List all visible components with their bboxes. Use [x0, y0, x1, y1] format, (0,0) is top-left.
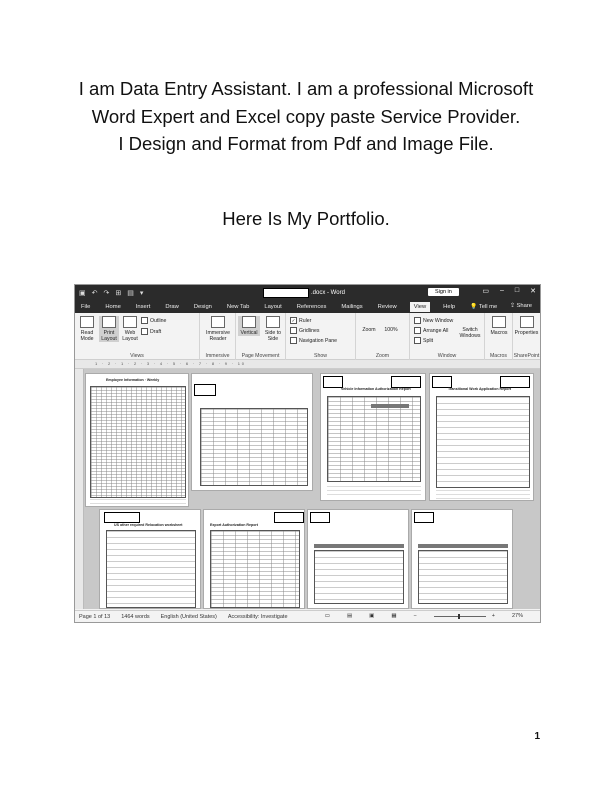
group-sharepoint — [513, 313, 540, 360]
arrange-all-label: Arrange All — [423, 327, 449, 334]
document-title-text: .docx - Word — [311, 290, 345, 296]
word-title-bar — [75, 285, 540, 300]
print-layout-icon — [102, 316, 116, 328]
focus-icon[interactable]: ▭ — [324, 613, 330, 619]
ribbon-view — [75, 313, 540, 360]
read-mode-icon[interactable]: ▤ — [346, 613, 353, 619]
print-layout-icon[interactable]: ▣ — [369, 613, 375, 619]
share-label: Share — [516, 303, 532, 309]
table-icon[interactable]: ⊞ — [115, 289, 122, 297]
split-button[interactable] — [414, 337, 433, 344]
intro-line-3: I Design and Format from Pdf and Image File. — [118, 133, 494, 154]
document-canvas[interactable] — [75, 369, 540, 609]
page-1-table — [90, 386, 186, 498]
arrange-all-button[interactable] — [414, 327, 448, 334]
page-4-form — [436, 396, 530, 488]
group-views — [75, 313, 200, 360]
tell-me-search[interactable] — [470, 304, 497, 310]
maximize-icon[interactable]: □ — [514, 287, 520, 294]
share-button[interactable] — [510, 303, 532, 309]
new-window-label: New Window — [423, 317, 454, 324]
vertical-ruler[interactable] — [75, 369, 84, 609]
navigation-pane-checkbox[interactable] — [290, 337, 337, 344]
page-7-header-band — [314, 544, 404, 548]
sharepoint-group-label: SharePoint — [513, 353, 540, 359]
ribbon-display-icon[interactable]: ▭ — [482, 288, 489, 295]
outline-icon — [141, 317, 148, 324]
tab-home[interactable]: Home — [105, 303, 121, 310]
image-icon[interactable]: ▤ — [127, 289, 134, 297]
show-group-label: Show — [314, 353, 327, 359]
tab-layout[interactable]: Layout — [264, 303, 282, 310]
gridlines-checkbox[interactable] — [290, 327, 319, 334]
vertical-button[interactable] — [238, 316, 260, 336]
group-immersive — [200, 313, 236, 360]
zoom-label: Zoom — [362, 327, 376, 333]
redacted-logo — [194, 384, 216, 396]
window-group-label: Window — [437, 353, 457, 359]
immersive-reader-button[interactable] — [204, 316, 232, 342]
group-window — [410, 313, 485, 360]
group-zoom — [356, 313, 410, 360]
sign-in-button[interactable]: Sign in — [428, 288, 459, 296]
page-7-form — [314, 550, 404, 604]
page-2-table — [200, 408, 308, 486]
ruler-check-icon: ✓ — [291, 318, 296, 323]
page-movement-group-label: Page Movement — [241, 353, 280, 359]
page-3-notes — [327, 486, 421, 498]
side-to-side-label: Side to Side — [264, 330, 282, 342]
page-thumbnail-4[interactable] — [429, 373, 534, 501]
ribbon-tabs — [75, 300, 540, 313]
document-title — [263, 288, 345, 298]
page-5-form — [106, 530, 196, 608]
page-thumbnail-7[interactable] — [307, 509, 409, 609]
portfolio-heading: Here Is My Portfolio. — [222, 208, 390, 229]
page-thumbnail-6[interactable] — [203, 509, 305, 609]
zoom-100-label: 100% — [384, 327, 398, 333]
tab-references[interactable]: References — [296, 303, 327, 310]
read-mode-button[interactable] — [77, 316, 97, 342]
side-to-side-icon — [266, 316, 280, 328]
intro-line-1: I am Data Entry Assistant. I am a professional Microsoft — [78, 78, 534, 99]
views-group-label: Views — [130, 353, 144, 359]
outline-label: Outline — [150, 317, 167, 324]
tab-insert[interactable]: Insert — [135, 303, 151, 310]
page-count[interactable]: Page 1 of 13 — [79, 613, 111, 620]
page-thumbnail-2[interactable] — [191, 373, 313, 491]
draft-icon — [141, 328, 148, 335]
redacted-filename — [263, 288, 309, 298]
horizontal-ruler[interactable] — [75, 360, 540, 369]
zoom-level[interactable]: 27% — [511, 613, 523, 619]
tab-design[interactable]: Design — [193, 303, 212, 310]
print-layout-button[interactable] — [99, 316, 119, 342]
page-6-title: Export Authorization Report — [210, 523, 258, 527]
navigation-pane-label: Navigation Pane — [299, 337, 338, 344]
tab-review[interactable]: Review — [377, 303, 397, 310]
read-mode-label: Read Mode — [80, 330, 94, 342]
redacted-logo — [414, 512, 434, 523]
zoom-out-icon[interactable]: − — [413, 613, 417, 619]
properties-label: Properties — [514, 330, 539, 336]
page-6-table — [210, 530, 300, 608]
tell-me-label: Tell me — [478, 303, 498, 310]
web-layout-icon — [123, 316, 137, 328]
side-to-side-button[interactable] — [262, 316, 284, 342]
accessibility-status[interactable]: Accessibility: Investigate — [227, 613, 288, 620]
web-layout-button[interactable] — [121, 316, 139, 342]
macros-icon — [492, 316, 506, 328]
gridlines-label: Gridlines — [299, 327, 320, 334]
zoom-in-icon[interactable]: + — [491, 613, 495, 619]
word-count[interactable]: 1464 words — [121, 613, 150, 620]
quick-access-toolbar — [79, 289, 143, 297]
intro-line-2: Word Expert and Excel copy paste Service Provider. — [91, 105, 521, 127]
page-3-table — [327, 396, 421, 482]
share-icon: ⇪ — [510, 303, 515, 309]
page-4-footer — [436, 490, 530, 500]
minimize-icon[interactable]: – — [499, 287, 504, 294]
tab-new-tab[interactable]: New Tab — [226, 303, 250, 310]
properties-icon — [520, 316, 534, 328]
zoom-group-label: Zoom — [375, 353, 390, 359]
immersive-reader-label: Immersive Reader — [206, 330, 230, 342]
immersive-group-label: Immersive — [205, 353, 230, 359]
ruler-checkbox[interactable] — [290, 317, 311, 324]
macros-group-label: Macros — [489, 353, 507, 359]
switch-windows-label: Switch Windows — [459, 327, 481, 339]
page-number: 1 — [534, 731, 540, 742]
outline-button[interactable] — [141, 317, 166, 324]
new-window-button[interactable] — [414, 317, 453, 324]
ruler-label: Ruler — [299, 317, 312, 324]
draft-button[interactable] — [141, 328, 161, 335]
page-5-title: US other required Relocation worksheet — [114, 523, 183, 527]
page-4-title: Transitional Work Application Report — [448, 387, 512, 391]
tab-view[interactable]: View — [410, 302, 430, 312]
language-status[interactable]: English (United States) — [160, 613, 217, 620]
properties-button[interactable] — [513, 316, 540, 336]
arrange-all-icon — [414, 327, 421, 334]
web-layout-icon[interactable]: ▦ — [391, 613, 397, 619]
macros-button[interactable] — [488, 316, 510, 336]
zoom-button[interactable] — [358, 327, 380, 333]
intro-text — [40, 75, 572, 158]
ruler-numbers: 1 · 2 · 1 · 2 · 3 · 4 · 5 · 6 · 7 · 8 · 9 · 10 — [95, 361, 246, 366]
gridlines-check-icon — [290, 327, 297, 334]
navigation-pane-check-icon — [290, 337, 297, 344]
zoom-100-button[interactable] — [380, 327, 402, 333]
redo-icon[interactable]: ↷ — [103, 289, 110, 297]
close-icon[interactable]: ✕ — [530, 288, 536, 295]
tab-draw[interactable]: Draw — [165, 303, 179, 310]
page-8-header-band — [418, 544, 508, 548]
page-thumbnail-1[interactable] — [85, 373, 189, 507]
group-page-movement — [236, 313, 286, 360]
macros-label: Macros — [490, 330, 508, 336]
page-3-title: Vehicle Information Authorization Report — [341, 387, 411, 391]
group-show — [286, 313, 356, 360]
tab-file[interactable]: File — [81, 303, 91, 310]
page-1-footnote — [90, 499, 186, 506]
undo-icon[interactable]: ↶ — [91, 289, 98, 297]
page-thumbnail-3[interactable] — [320, 373, 426, 501]
web-layout-label: Web Layout — [122, 330, 138, 342]
draft-label: Draft — [150, 328, 162, 335]
view-controls — [325, 613, 534, 619]
page-3-header-band — [371, 404, 409, 408]
vertical-icon — [242, 316, 256, 328]
redacted-logo — [274, 512, 304, 523]
page-1-title: Employee Information · Weekly — [106, 378, 160, 382]
read-mode-icon — [80, 316, 94, 328]
tab-mailings[interactable]: Mailings — [341, 303, 363, 310]
word-screenshot — [74, 284, 541, 623]
group-macros — [485, 313, 513, 360]
split-icon — [414, 337, 421, 344]
split-label: Split — [423, 337, 434, 344]
page-thumbnail-8[interactable] — [411, 509, 513, 609]
page-8-form — [418, 550, 508, 604]
zoom-slider[interactable] — [434, 616, 486, 617]
redacted-logo — [323, 376, 343, 388]
redacted-logo — [104, 512, 140, 523]
immersive-reader-icon — [211, 316, 225, 328]
customize-icon[interactable]: ▾ — [139, 289, 144, 297]
redacted-logo — [310, 512, 330, 523]
page-thumbnail-5[interactable] — [99, 509, 201, 609]
status-bar — [75, 610, 540, 622]
vertical-label: Vertical — [240, 330, 258, 336]
new-window-icon — [414, 317, 421, 324]
save-icon[interactable]: ▣ — [79, 289, 86, 297]
switch-windows-button[interactable] — [456, 327, 484, 339]
window-controls — [482, 287, 536, 295]
lightbulb-icon: 💡 — [470, 303, 478, 310]
print-layout-label: Print Layout — [101, 330, 117, 342]
tab-help[interactable]: Help — [443, 303, 456, 310]
